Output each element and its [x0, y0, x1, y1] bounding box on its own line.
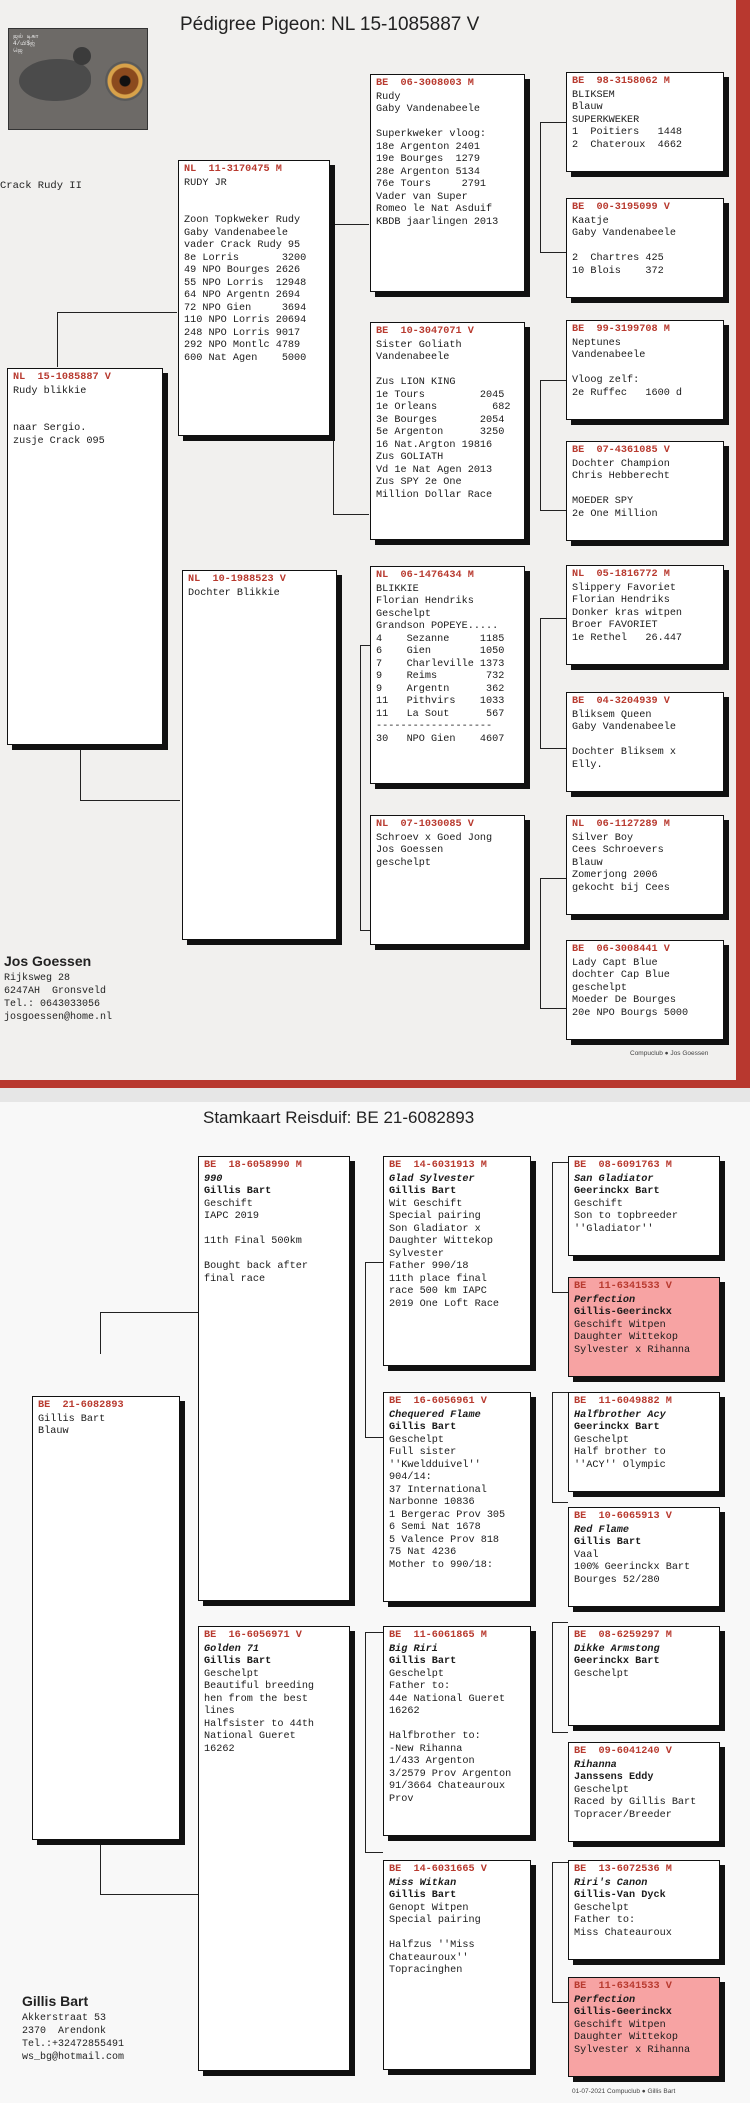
- card-line: KBDB jaarlingen 2013: [376, 216, 499, 228]
- card-line: Zus SPY 2e One: [376, 477, 462, 488]
- card-line: 10 Blois 372: [572, 265, 664, 277]
- card-line: Topracer/Breeder: [574, 1809, 672, 1821]
- card-line: 292 NPO Montlc 4789: [184, 340, 301, 351]
- card-line: Geschift: [204, 1198, 253, 1210]
- sheet-gap: [0, 1088, 750, 1102]
- card-line: 44e National Gueret: [389, 1693, 506, 1705]
- card-line: Chris Hebberecht: [572, 471, 670, 482]
- card-line: Zoon Topkweker Rudy: [184, 215, 301, 226]
- card-line: Gillis Bart: [389, 1422, 457, 1433]
- card-line: RUDY JR: [184, 177, 227, 189]
- card-line: ''Kweldduivel'': [389, 1459, 481, 1471]
- card-line: 1e Rethel 26.447: [572, 632, 683, 644]
- dam-card: [182, 570, 337, 940]
- page-title: Pédigree Pigeon: NL 15-1085887 V: [180, 14, 480, 35]
- card-line: Geschelpt: [574, 1784, 630, 1796]
- card-line: 16 Nat.Argton 19816: [376, 439, 493, 451]
- dam-dam-card: [370, 815, 525, 945]
- owner-line: 6247AH Gronsveld: [4, 986, 107, 997]
- ddd-card: [566, 940, 724, 1040]
- card-line: Vader van Super: [376, 191, 468, 203]
- card-line: Father to:: [389, 1681, 451, 1692]
- card-line: Gillis Bart: [574, 1537, 642, 1548]
- card-line: 20e NPO Bourgs 5000: [572, 1007, 689, 1019]
- dsd-card-2: [568, 1742, 720, 1842]
- card-line: Donker kras witpen: [572, 607, 683, 619]
- card-line: Wit Geschift: [389, 1198, 463, 1210]
- ring-number: BE 10-3047071 V: [376, 326, 474, 337]
- card-line: 1e Orleans 682: [376, 402, 511, 413]
- card-line: Chateauroux'': [389, 1952, 469, 1964]
- card-line: 37 International: [389, 1484, 487, 1496]
- card-line: Father to:: [574, 1915, 636, 1926]
- pigeon-name: Perfection: [574, 1294, 636, 1306]
- ring-number: BE 07-4361085 V: [572, 445, 670, 456]
- card-line: Moeder De Bourges: [572, 995, 676, 1006]
- sds-card-2: [568, 1392, 720, 1492]
- card-line: Gaby Vandenabeele: [572, 228, 676, 239]
- card-line: Geschelpt: [574, 1434, 630, 1446]
- sire-sire-card-2: [383, 1156, 531, 1366]
- card-line: 76e Tours 2791: [376, 179, 487, 190]
- card-line: Rudy blikkie: [13, 385, 87, 397]
- card-line: IAPC 2019: [204, 1211, 260, 1222]
- ring-number: BE 21-6082893: [38, 1400, 124, 1411]
- card-line: 904/14:: [389, 1472, 432, 1483]
- pigeon-name: San Gladiator: [574, 1173, 654, 1185]
- card-line: Geschift: [574, 1198, 623, 1210]
- card-line: Gillis-Geerinckx: [574, 2007, 672, 2018]
- pigeon-name: Big Riri: [389, 1643, 438, 1655]
- owner-line: Akkerstraat 53: [22, 2013, 107, 2024]
- card-line: Zus LION KING: [376, 377, 456, 388]
- pigeon-body-icon: [19, 59, 91, 101]
- pigeon-eye-icon: [105, 61, 145, 101]
- pigeon-name: Perfection: [574, 1994, 636, 2006]
- dss-card-2: [568, 1626, 720, 1726]
- pigeon-name: Glad Sylvester: [389, 1173, 475, 1185]
- card-line: [572, 735, 718, 748]
- card-line: zusje Crack 095: [13, 435, 105, 447]
- ring-number: BE 06-3008003 M: [376, 78, 474, 89]
- card-line: Dochter Champion: [572, 458, 670, 470]
- sdd-card-2: [568, 1507, 720, 1607]
- ddd-card-2: [568, 1977, 720, 2077]
- card-line: hen from the best: [204, 1693, 308, 1705]
- card-line: 5 Valence Prov 818: [389, 1534, 500, 1546]
- card-line: 1 Bergerac Prov 305: [389, 1509, 506, 1521]
- card-line: 28e Argenton 5134: [376, 166, 480, 178]
- pigeon-head-icon: [73, 47, 91, 65]
- owner-line: Tel.: 0643033056: [4, 999, 101, 1010]
- card-line: Geerinckx Bart: [574, 1422, 660, 1433]
- card-line: 19e Bourges 1279: [376, 154, 480, 165]
- card-line: 55 NPO Lorris 12948: [184, 277, 307, 289]
- card-line: Genopt Witpen: [389, 1902, 469, 1914]
- card-line: MOEDER SPY: [572, 496, 634, 507]
- owner-line: Tel.:+32472855491: [22, 2039, 125, 2050]
- card-line: 11th place final: [389, 1273, 487, 1285]
- card-line: Cees Schroevers: [572, 845, 664, 856]
- owner-name: Gillis Bart: [22, 1993, 89, 2009]
- card-line: Gaby Vandenabeele: [572, 722, 676, 733]
- owner-block: [4, 955, 174, 1024]
- pigeon-name: Red Flame: [574, 1524, 630, 1536]
- card-line: Neptunes: [572, 337, 621, 349]
- page-title-2: Stamkaart Reisduif: BE 21-6082893: [203, 1108, 475, 1127]
- sire-dam-card: [370, 322, 525, 540]
- dss-card: [566, 565, 724, 665]
- card-line: 4 Sezanne 1185: [376, 633, 505, 645]
- card-line: Son Gladiator x: [389, 1223, 481, 1235]
- card-line: Geschift Witpen: [574, 1319, 666, 1331]
- sire-sire-card: [370, 74, 525, 292]
- ring-number: NL 15-1085887 V: [13, 372, 111, 383]
- sire-card: [178, 160, 330, 436]
- card-line: Silver Boy: [572, 832, 634, 844]
- card-line: Special pairing: [389, 1915, 481, 1926]
- card-line: Vaal: [574, 1549, 599, 1561]
- card-line: Slippery Favoriet: [572, 582, 676, 594]
- pedigree-sheet-2: [0, 1102, 750, 2103]
- sire-card-2: [198, 1156, 350, 1601]
- card-line: Geschift Witpen: [574, 2019, 666, 2031]
- card-line: 72 NPO Gien 3694: [184, 302, 307, 314]
- card-line: 11 Pithvirs 1033: [376, 696, 505, 707]
- ring-number: BE 14-6031665 V: [389, 1864, 487, 1875]
- dam-dam-card-2: [383, 1860, 531, 2070]
- card-line: Sylvester x Rihanna: [574, 1344, 691, 1356]
- dam-card-2: [198, 1626, 350, 2071]
- sdd-card: [566, 441, 724, 541]
- card-line: 2 Chateroux 4662: [572, 139, 683, 151]
- dds-card: [566, 815, 724, 915]
- pigeon-name: Rihanna: [574, 1759, 617, 1771]
- card-line: Gillis Bart: [389, 1890, 457, 1901]
- ring-number: NL 06-1127289 M: [572, 819, 670, 830]
- card-line: 16262: [204, 1743, 235, 1755]
- card-line: Million Dollar Race: [376, 489, 493, 501]
- card-line: SUPERKWEKER: [572, 114, 640, 126]
- card-line: [204, 1224, 344, 1237]
- card-line: 3e Bourges 2054: [376, 414, 505, 426]
- owner-line: ws_bg@hotmail.com: [22, 2052, 125, 2063]
- card-line: Vd 1e Nat Agen 2013: [376, 464, 493, 476]
- dam-sire-card: [370, 566, 525, 784]
- card-line: Jos Goessen: [376, 845, 444, 856]
- ring-number: BE 06-3008441 V: [572, 944, 670, 955]
- card-line: -------------------: [376, 721, 493, 732]
- pigeon-name: Dikke Armstong: [574, 1643, 660, 1655]
- card-line: [376, 365, 519, 378]
- card-line: BLIKKIE: [376, 583, 419, 595]
- pigeon-name: Riri's Canon: [574, 1877, 648, 1889]
- card-line: Geschelpt: [376, 608, 432, 620]
- ring-number: BE 08-6091763 M: [574, 1160, 672, 1171]
- card-line: Topracinghen: [389, 1965, 463, 1976]
- card-line: Florian Hendriks: [376, 596, 474, 607]
- card-line: 100% Geerinckx Bart: [574, 1562, 691, 1573]
- card-line: Prov: [389, 1793, 414, 1805]
- pigeon-name: Miss Witkan: [389, 1877, 457, 1889]
- card-line: 49 NPO Bourges 2626: [184, 265, 301, 276]
- card-line: Gaby Vandenabeele: [184, 227, 288, 239]
- card-line: Narbonne 10836: [389, 1497, 475, 1508]
- card-line: National Gueret: [204, 1731, 296, 1742]
- ring-number: NL 11-3170475 M: [184, 164, 282, 175]
- card-line: Zomerjong 2006: [572, 870, 658, 881]
- card-line: [204, 1249, 344, 1262]
- card-line: Special pairing: [389, 1211, 481, 1222]
- card-line: Gillis Bart: [389, 1656, 457, 1667]
- card-line: Gillis Bart: [389, 1186, 457, 1197]
- card-line: [572, 241, 718, 254]
- ring-number: NL 05-1816772 M: [572, 569, 670, 580]
- ring-number: BE 14-6031913 M: [389, 1160, 487, 1171]
- card-line: 8e Lorris 3200: [184, 252, 307, 264]
- card-line: lines: [204, 1706, 235, 1717]
- pigeon-name: Halfbrother Acy: [574, 1409, 666, 1421]
- ring-number: BE 11-6341533 V: [574, 1981, 672, 1992]
- card-line: Vandenabeele: [572, 350, 646, 361]
- card-line: Blauw: [572, 102, 603, 113]
- card-line: Rudy: [376, 91, 401, 103]
- ring-number: BE 98-3158062 M: [572, 76, 670, 87]
- card-line: [184, 190, 324, 203]
- ring-number: BE 08-6259297 M: [574, 1630, 672, 1641]
- card-line: Vandenabeele: [376, 352, 450, 363]
- card-line: [389, 1928, 525, 1941]
- card-line: Geerinckx Bart: [574, 1186, 660, 1197]
- card-line: Son to topbreeder: [574, 1211, 678, 1222]
- card-line: Miss Chateauroux: [574, 1927, 672, 1939]
- owner-name: Jos Goessen: [4, 953, 92, 969]
- card-line: Elly.: [572, 759, 603, 771]
- subject-pigeon-card: [7, 368, 163, 745]
- dds-card-2: [568, 1860, 720, 1960]
- ring-number: BE 13-6072536 M: [574, 1864, 672, 1875]
- card-line: dochter Cap Blue: [572, 970, 670, 981]
- card-line: ''ACY'' Olympic: [574, 1459, 666, 1471]
- card-line: 600 Nat Agen 5000: [184, 352, 307, 364]
- side-label: Crack Rudy II: [0, 180, 82, 192]
- ring-number: BE 11-6061865 M: [389, 1630, 487, 1641]
- card-line: 6 Semi Nat 1678: [389, 1522, 481, 1533]
- ring-number: BE 11-6341533 V: [574, 1281, 672, 1292]
- card-line: [376, 117, 519, 130]
- sss-card: [566, 72, 724, 172]
- card-line: Gillis Bart: [204, 1186, 272, 1197]
- card-line: Half brother to: [574, 1447, 666, 1458]
- card-line: vader Crack Rudy 95: [184, 240, 301, 251]
- card-line: Sister Goliath: [376, 339, 462, 351]
- card-line: Full sister: [389, 1447, 457, 1458]
- card-line: Vloog zelf:: [572, 375, 640, 386]
- card-line: Bourges 52/280: [574, 1574, 660, 1586]
- ring-number: BE 10-6065913 V: [574, 1511, 672, 1522]
- card-line: Mother to 990/18:: [389, 1559, 493, 1571]
- ring-number: NL 07-1030085 V: [376, 819, 474, 830]
- card-line: 16262: [389, 1706, 420, 1717]
- card-line: 1 Poitiers 1448: [572, 127, 683, 138]
- card-line: 2 Chartres 425: [572, 253, 664, 264]
- card-line: Halfbrother to:: [389, 1731, 481, 1742]
- sds-card: [566, 320, 724, 420]
- card-line: 1/433 Argenton: [389, 1756, 475, 1767]
- ring-number: BE 11-6049882 M: [574, 1396, 672, 1407]
- card-line: Beautiful breeding: [204, 1681, 315, 1692]
- card-line: 11 La Sout 567: [376, 708, 505, 720]
- footer: Compuclub ● Jos Goessen: [630, 1050, 709, 1057]
- subject-pigeon-card-2: [32, 1396, 180, 1840]
- ssd-card-2: [568, 1277, 720, 1377]
- card-line: 9 Reims 732: [376, 671, 505, 682]
- card-line: Geschelpt: [204, 1668, 260, 1680]
- card-line: Sylvester: [389, 1248, 445, 1260]
- card-line: Blauw: [572, 857, 603, 869]
- card-line: Romeo le Nat Asduif: [376, 204, 493, 215]
- card-line: Daughter Wittekop: [574, 1332, 678, 1343]
- card-line: [572, 484, 718, 497]
- card-line: Schroev x Goed Jong: [376, 832, 493, 844]
- card-line: [184, 203, 324, 216]
- photo-caption: ஜல் டிகா 4/யி$ஜ் ஜெ: [13, 33, 39, 54]
- dsd-card: [566, 692, 724, 792]
- card-line: Lady Capt Blue: [572, 957, 658, 969]
- pigeon-photo: [8, 28, 148, 130]
- ring-number: BE 16-6056961 V: [389, 1396, 487, 1407]
- card-line: 75 Nat 4236: [389, 1547, 457, 1558]
- card-line: Gillis-Geerinckx: [574, 1307, 672, 1318]
- card-line: Superkweker vloog:: [376, 129, 487, 140]
- card-line: race 500 km IAPC: [389, 1286, 487, 1297]
- card-line: -New Rihanna: [389, 1743, 463, 1755]
- ring-number: NL 06-1476434 M: [376, 570, 474, 581]
- card-line: Dochter Blikkie: [188, 587, 280, 599]
- card-line: Bought back after: [204, 1261, 308, 1272]
- card-line: Sylvester x Rihanna: [574, 2044, 691, 2056]
- ring-number: BE 09-6041240 V: [574, 1746, 672, 1757]
- footer-2: 01-07-2021 Compuclub ● Gillis Bart: [572, 2088, 676, 2095]
- card-line: Halfzus ''Miss: [389, 1940, 475, 1951]
- ring-number: BE 99-3199708 M: [572, 324, 670, 335]
- card-line: 1e Tours 2045: [376, 389, 505, 401]
- card-line: Grandson POPEYE.....: [376, 621, 499, 632]
- card-line: Zus GOLIATH: [376, 452, 444, 463]
- card-line: Father 990/18: [389, 1261, 469, 1272]
- card-line: geschelpt: [376, 857, 432, 869]
- card-line: Gillis Bart: [204, 1656, 272, 1667]
- card-line: 9 Argentn 362: [376, 683, 505, 695]
- card-line: 30 NPO Gien 4607: [376, 733, 505, 745]
- card-line: 248 NPO Lorris 9017: [184, 327, 301, 339]
- card-line: 2019 One Loft Race: [389, 1298, 500, 1310]
- card-line: 2e One Million: [572, 508, 658, 520]
- dam-sire-card-2: [383, 1626, 531, 1836]
- card-line: 7 Charleville 1373: [376, 658, 505, 670]
- card-line: Halfsister to 44th: [204, 1718, 315, 1730]
- card-line: [572, 363, 718, 376]
- sire-dam-card-2: [383, 1392, 531, 1602]
- card-line: Blauw: [38, 1426, 69, 1437]
- card-line: Florian Hendriks: [572, 595, 670, 606]
- card-line: Janssens Eddy: [574, 1772, 654, 1783]
- card-line: final race: [204, 1273, 266, 1285]
- pigeon-name: 990: [204, 1173, 223, 1185]
- card-line: 2e Ruffec 1600 d: [572, 387, 683, 399]
- ring-number: BE 04-3204939 V: [572, 696, 670, 707]
- card-line: naar Sergio.: [13, 423, 87, 434]
- card-line: Gillis Bart: [38, 1413, 106, 1425]
- card-line: 18e Argenton 2401: [376, 141, 480, 153]
- ring-number: NL 10-1988523 V: [188, 574, 286, 585]
- card-line: gekocht bij Cees: [572, 882, 670, 894]
- card-line: Gaby Vandenabeele: [376, 104, 480, 115]
- card-line: 110 NPO Lorris 20694: [184, 315, 307, 326]
- ring-number: BE 00-3195099 V: [572, 202, 670, 213]
- card-line: Dochter Bliksem x: [572, 747, 676, 758]
- card-line: Geschelpt: [389, 1434, 445, 1446]
- ring-number: BE 18-6058990 M: [204, 1160, 302, 1171]
- sss-card-2: [568, 1156, 720, 1256]
- card-line: ''Gladiator'': [574, 1223, 654, 1235]
- card-line: Bliksem Queen: [572, 709, 652, 721]
- card-line: Geschelpt: [574, 1902, 630, 1914]
- card-line: 91/3664 Chateauroux: [389, 1781, 506, 1792]
- card-line: 3/2579 Prov Argenton: [389, 1768, 512, 1780]
- card-line: Geschelpt: [574, 1668, 630, 1680]
- card-line: Broer FAVORIET: [572, 620, 658, 631]
- card-line: 5e Argenton 3250: [376, 427, 505, 438]
- card-line: [13, 411, 157, 424]
- ssd-card: [566, 198, 724, 298]
- card-line: Geerinckx Bart: [574, 1656, 660, 1667]
- pigeon-name: Golden 71: [204, 1643, 260, 1655]
- owner-line: Rijksweg 28: [4, 973, 71, 984]
- card-line: Geschelpt: [389, 1668, 445, 1680]
- pigeon-name: Chequered Flame: [389, 1409, 481, 1421]
- card-line: Kaatje: [572, 215, 609, 227]
- card-line: 11th Final 500km: [204, 1236, 302, 1247]
- owner-line: 2370 Arendonk: [22, 2026, 107, 2037]
- card-line: Daughter Wittekop: [574, 2032, 678, 2043]
- card-line: BLIKSEM: [572, 89, 615, 101]
- card-line: Raced by Gillis Bart: [574, 1797, 697, 1808]
- card-line: Daughter Wittekop: [389, 1236, 493, 1247]
- card-line: 64 NPO Argentn 2694: [184, 290, 301, 301]
- ring-number: BE 16-6056971 V: [204, 1630, 302, 1641]
- card-line: 6 Gien 1050: [376, 646, 505, 657]
- owner-line: josgoessen@home.nl: [4, 1012, 113, 1023]
- card-line: Gillis-Van Dyck: [574, 1890, 666, 1901]
- card-line: [13, 398, 157, 411]
- card-line: geschelpt: [572, 982, 628, 994]
- card-line: [389, 1719, 525, 1732]
- owner-block-2: [22, 1995, 192, 2064]
